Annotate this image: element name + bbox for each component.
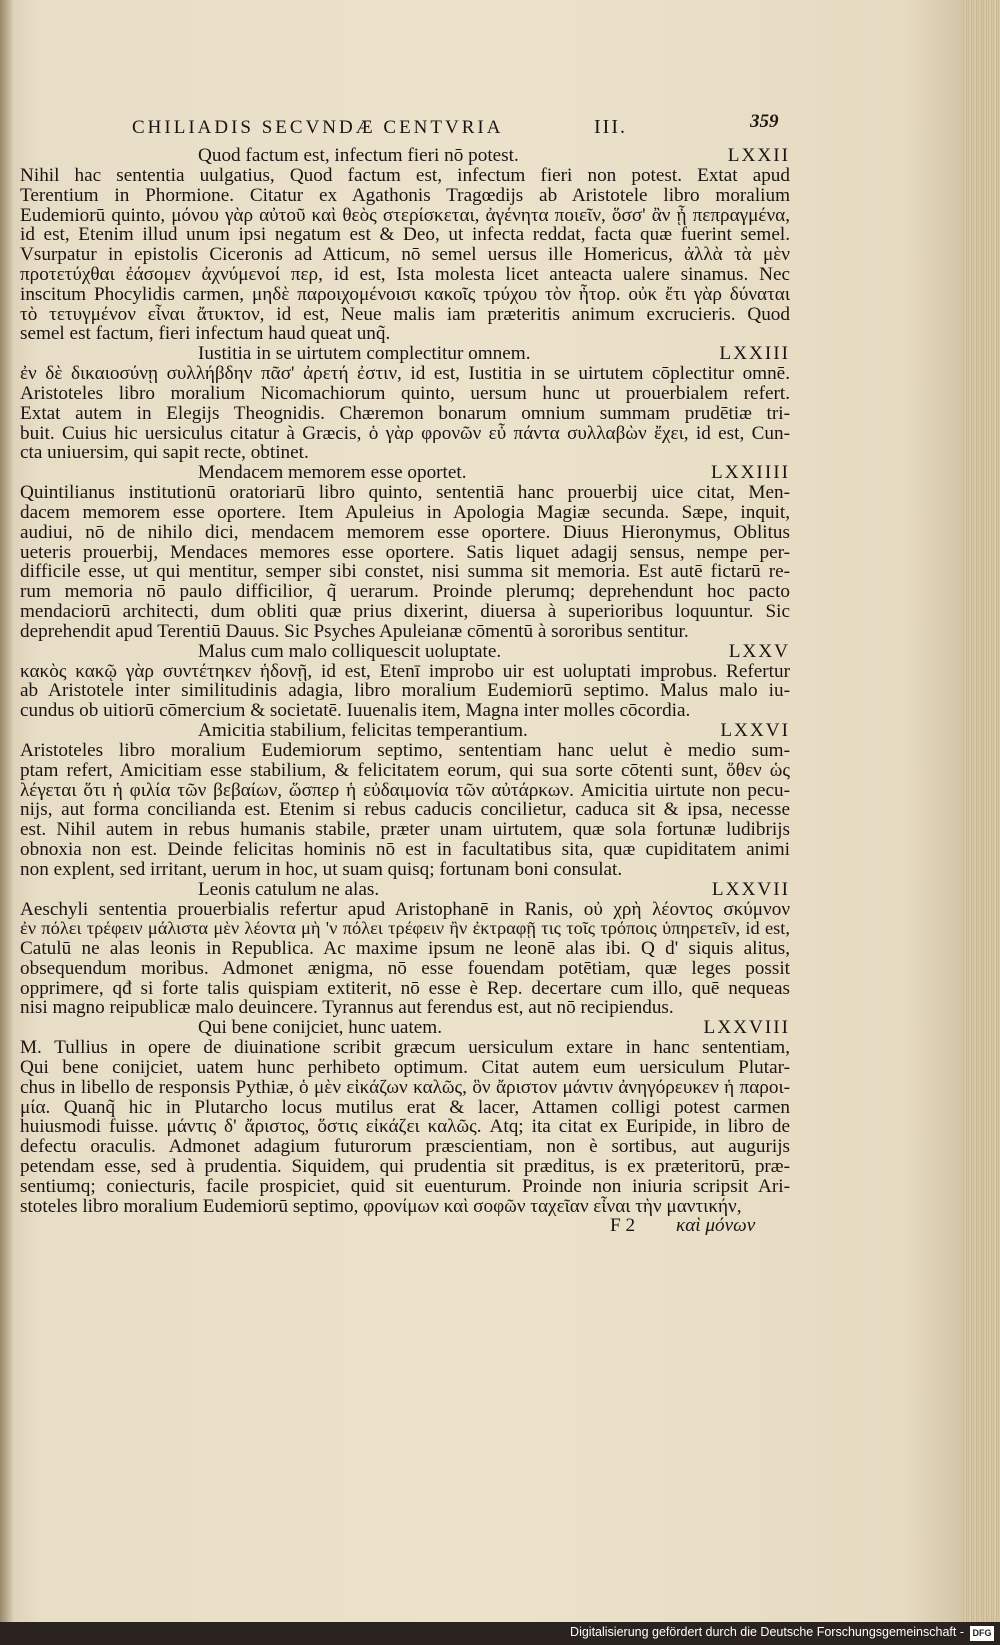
text-line: Vsurpatur in epistolis Ciceronis ad Atticum, nō semel uersus ille Homericus, ἀλλὰ τὰ μὲν (20, 244, 790, 266)
adage-body (20, 364, 790, 463)
adage-title: Leonis catulum ne alas. (198, 878, 380, 900)
adage-entry (20, 880, 790, 1019)
page-header (20, 112, 790, 146)
adage-title: Iustitia in se uirtutem complectitur omnem. (198, 343, 531, 365)
text-line: rum memoria nō paulo difficilior, q̃ uerarum. Proinde plerumq; deprehendunt hoc pacto (20, 581, 790, 603)
text-line: est. Nihil autem in rebus humanis stabile, præter unam uirtutem, quæ sola fortunæ ludibrijs (20, 819, 790, 841)
adage-title: Malus cum malo colliquescit uoluptate. (198, 640, 502, 662)
text-line: deprehendit apud Terentiū Dauus. Sic Psyches Apuleianæ cōmentū à sororibus sentitur. (20, 620, 689, 642)
text-line: ἐν δὲ δικαιοσύνῃ συλλήβδην πᾶσ' ἀρετή ἐστιν, id est, Iustitia in se uirtutem cōplectitur omnē. (20, 363, 790, 385)
text-line: Catulū ne alas leonis in Republica. Ac maxime ipsum ne leonē alas ibi. Q d' siquis alitus, (20, 938, 790, 960)
century-numeral: III. (594, 116, 627, 138)
adage-title: Qui bene conijciet, hunc uatem. (198, 1017, 443, 1039)
text-line: defectu oraculis. Admonet adagium futurorum præscientiam, non è sortibus, aut augurijs (20, 1136, 790, 1158)
text-line: chus in libello de responsis Pythiæ, ὁ μὲν εἰκάζων καλῶς, ὃν ἄριστον μάντιν ἀνηγόρευκεν ἡ παροι- (20, 1076, 790, 1098)
catchword: καὶ μόνων (676, 1215, 756, 1237)
text-line: sentiumq; coniecturis, facile prospiciet, quid sit euenturum. Proinde non iniuria scripsit Ari- (20, 1175, 790, 1197)
text-line: ἐν πόλει τρέφειν μάλιστα μὲν λέοντα μὴ 'ν πόλει τρέφειν ἢν ἐκτραφῇ τις τοῖς τρόποις ὑπηρετεῖν, id est, (20, 918, 790, 939)
text-line: dacem memorem esse oportere. Item Apuleius in Apologia Magiæ secunda. Sæpe, inquit, (20, 501, 790, 523)
adage-title: Quod factum est, infectum fieri nō potest. (198, 145, 519, 166)
adage-heading (20, 721, 790, 741)
text-line: huiusmodi fuisse. μάντις δ' ἄριστος, ὅστις εἰκάζει καλῶς. Atq; ita citat ex Euripide, in libro de (20, 1116, 790, 1138)
adage-entry (20, 721, 790, 880)
adage-number: LXXIIII (711, 462, 790, 484)
text-line: mendaciorū architecti, dum obliti quæ prius dixerint, diuersa à superioribus loquuntur. Sic (20, 600, 790, 622)
text-line: Extat autem in Elegijs Theognidis. Chæremon bonarum omnium summam prudētiæ tri- (20, 402, 790, 424)
text-line: ueteris prouerbij, Mendaces memores esse oportere. Satis liquet adagij sensus, nempe per- (20, 541, 790, 563)
running-head: CHILIADIS SECVNDÆ CENTVRIA (132, 117, 504, 138)
adage-number: LXXV (728, 640, 790, 662)
text-line: audiui, nō de nihilo dici, mendacem memorem esse oportere. Diuus Hieronymus, Oblitus (20, 521, 790, 543)
text-line: μία. Quanq̃ hic in Plutarcho locus mutilus erat & lacer, Attamen colligi potest carmen (20, 1096, 790, 1118)
text-line: buit. Cuius hic uersiculus citatur à Græcis, ὁ γὰρ φρονῶν εὖ πάντα συλλαβὼν ἔχει, id est, Cun- (20, 422, 790, 444)
text-line: semel est factum, fieri infectum haud queat unq̃. (20, 323, 391, 345)
funding-banner (0, 1622, 1000, 1645)
page-footer (20, 1216, 790, 1236)
text-line: opprimere, qđ si forte talis quispiam extiterit, nō esse è Rep. decertare cum illo, quē nequeas (20, 977, 790, 999)
text-line: Nihil hac sententia uulgatius, Quod factum est, infectum fieri non potest. Extat apud (20, 165, 790, 186)
book-fore-edge (962, 0, 1000, 1622)
text-line: M. Tullius in opere de diuinatione scribit græcum uersiculum extare in hanc sententiam, (20, 1037, 790, 1059)
adage-number: LXXVI (720, 719, 790, 741)
adage-heading (20, 344, 790, 364)
adage-body (20, 741, 790, 880)
text-line: Terentium in Phormione. Citatur ex Agathonis Tragœdijs ab Aristotele libro moralium (20, 184, 790, 206)
text-line: Qui bene conijciet, uatem hunc perhibeto optimum. Citat autem eum uersiculum Plutar- (20, 1057, 790, 1079)
text-line: τὸ τετυγμένον εἶναι ἄτυκτον, id est, Neue malis iam præteritis animum excrucieris. Quod (20, 303, 790, 325)
adage-number: LXXVII (711, 878, 790, 900)
text-line: προτετύχθαι ἐάσομεν ἀχνύμενοί περ, id est, Ista molesta licet anteacta ualere sinamus. Nec (20, 263, 790, 285)
signature-mark: F 2 (610, 1215, 636, 1237)
adage-entry (20, 642, 790, 721)
text-line: ab Aristotele inter similitudinis adagia, libro moralium Eudemiorū septimo. Malus malo iu- (20, 680, 790, 702)
text-line: Aristoteles libro moralium Nicomachiorum quinto, uersum hunc ut prouerbialem refert. (20, 382, 790, 404)
adage-body (20, 1038, 790, 1216)
adage-heading (20, 1018, 790, 1038)
text-line: Aeschyli sententia prouerbialis refertur apud Aristophanē in Ranis, οὐ χρὴ λέοντος σκύμνον (20, 898, 790, 920)
text-line: stoteles libro moralium Eudemiorū septimo, φρονίμων καὶ σοφῶν ταχεῖαν εἶναι τὴν μαντικήν, (20, 1195, 742, 1217)
adage-heading (20, 146, 790, 166)
adage-title: Amicitia stabilium, felicitas temperantium. (198, 719, 528, 741)
text-line: Aristoteles libro moralium Eudemiorum septimo, sententiam hanc uelut è medio sum- (20, 739, 790, 761)
adage-entries (20, 146, 790, 1216)
adage-body (20, 900, 790, 1019)
adage-number: LXXVIII (703, 1017, 790, 1039)
text-line: Quintilianus institutionū oratoriarū libro quinto, sententiā hanc prouerbij uice citat, Men- (20, 482, 790, 504)
page-content (20, 112, 790, 1236)
adage-number: LXXIII (719, 343, 790, 365)
text-line: cta uniuersim, qui sapit recte, obtinet. (20, 442, 309, 464)
text-line: ptam refert, Amicitiam esse stabilium, & felicitatem eorum, qui sua sorte cōtenti sunt, ὅθεν ὡς (20, 759, 790, 781)
funding-text: Digitalisierung gefördert durch die Deutsche Forschungsgemeinschaft - (570, 1625, 964, 1639)
adage-entry (20, 463, 790, 641)
text-line: obnoxia non est. Deinde felicitas hominis nō est in facultatibus sita, quæ cupiditatem animi (20, 838, 790, 860)
adage-heading (20, 880, 790, 900)
text-line: non explent, sed irritant, uerum in hoc, ut suam quisq; fortunam boni consulat. (20, 858, 623, 880)
adage-body (20, 483, 790, 641)
text-line: petendam esse, sed à prudentia. Siquidem, qui prudentia sit præditus, is ex præteritorū, præ- (20, 1156, 790, 1178)
adage-entry (20, 344, 790, 463)
text-line: λέγεται ὅτι ἡ φιλία τῶν βεβαίων, ὥσπερ ἡ εὐδαιμονία τῶν αὐτάρκων. Amicitia uirtute non pecu- (20, 779, 790, 801)
text-line: id est, Etenim illud unum ipsi negatum est & Deo, ut infecta reddat, facta quæ fuerint semel. (20, 224, 790, 246)
adage-entry (20, 146, 790, 344)
adage-entry (20, 1018, 790, 1216)
text-line: obsequendum moribus. Admonet ænigma, nō esse fouendam potētiam, quæ leges possit (20, 957, 790, 979)
text-line: difficile esse, ut qui mentitur, semper sibi constet, nisi summa sit memoria. Est autē fictarū re- (20, 561, 790, 583)
adage-body (20, 662, 790, 721)
dfg-logo: DFG (970, 1626, 994, 1641)
adage-body (20, 166, 790, 344)
text-line: nisi magno reipublicæ malo deuincere. Tyrannus aut ferendus est, aut nō recipiendus. (20, 997, 674, 1019)
adage-heading (20, 642, 790, 662)
text-line: nijs, aut forma concilianda est. Etenim si rebus caducis concilietur, caduca sit & ipsa, necesse (20, 799, 790, 821)
folio-number: 359 (750, 111, 779, 132)
text-line: inscitum Phocylidis carmen, μηδὲ παροιχομένοισι κακοῖς τρύχου τὸν ἦτορ. οὐκ ἔτι γὰρ δύναται (20, 283, 790, 305)
adage-heading (20, 463, 790, 483)
text-line: cundus ob uitiorū cōmercium & societatē. Iuuenalis item, Magna inter molles cōcordia. (20, 700, 691, 722)
adage-number: LXXII (727, 145, 790, 166)
adage-title: Mendacem memorem esse oportet. (198, 462, 467, 484)
text-line: κακὸς κακῷ γὰρ συντέτηκεν ἡδονῇ, id est, Etenī improbo uir est uoluptati improbus. Refertur (20, 660, 790, 682)
text-line: Eudemiorū quinto, μόνου γὰρ αὐτοῦ καὶ θεὸς στερίσκεται, ἀγένητα ποιεῖν, ὅσσ' ἂν ᾖ πεπραγμένα, (20, 204, 790, 226)
